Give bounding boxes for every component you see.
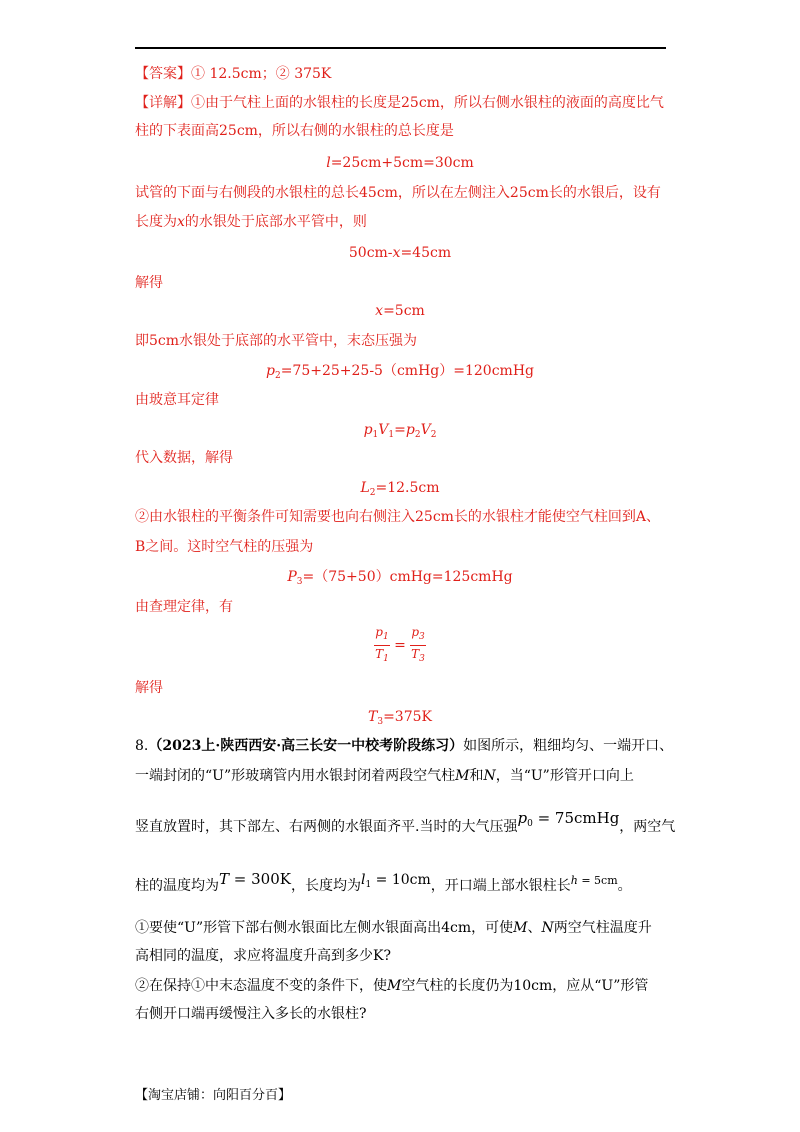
text: 两空气柱温度升 [553, 920, 652, 936]
sub: 1 [382, 632, 389, 642]
eq-text: =12.5cm [375, 480, 440, 496]
var-p: P [287, 569, 297, 585]
text: 柱的温度均为 [135, 878, 219, 894]
eq-text: =45cm [400, 245, 452, 261]
sub: 1 [365, 880, 372, 890]
sub: 3 [419, 632, 425, 642]
question-line-7 [135, 976, 648, 996]
p0-formula [517, 809, 619, 827]
eq-text: =5cm [383, 303, 425, 319]
var-v: V [378, 422, 389, 438]
question-line-8: 右侧开口端再缓慢注入多长的水银柱? [135, 1006, 367, 1022]
value: = 75cmHg [532, 809, 620, 827]
text: 的水银处于底部水平管中，则 [184, 214, 367, 230]
question-source: （2023上·陕西西安·高三长安一中校考阶段练习） [148, 738, 464, 754]
sub: 3 [377, 717, 384, 727]
value: = 5cm [577, 874, 618, 887]
detail-text: ①由于气柱上面的水银柱的长度是25cm，所以右侧水银柱的液面的高度比气 [191, 95, 664, 111]
sub: 1 [383, 654, 389, 664]
var-l: l [360, 872, 366, 888]
equation-2 [0, 243, 800, 263]
var-t: T [375, 647, 384, 661]
top-rule [135, 47, 666, 49]
eq-sign: = [394, 637, 406, 654]
question-line-6: 高相同的温度，求应将温度升高到多少K? [135, 948, 391, 964]
t-formula [219, 870, 291, 888]
var-x: x [375, 303, 384, 319]
var-p: p [405, 422, 415, 438]
l1-formula [361, 872, 431, 888]
detail-line-10: 由查理定律，有 [135, 599, 233, 615]
solve-label-1: 解得 [135, 275, 163, 291]
var-t: T [219, 870, 230, 888]
text: ，开口端上部水银柱长 [430, 878, 571, 894]
eq-text: =（75+50）cmHg=125cmHg [302, 569, 513, 585]
equation-fraction [0, 624, 800, 667]
detail-line-8: ②由水银柱的平衡条件可知需要也向右侧注入25cm长的水银柱才能使空气柱回到A、 [135, 509, 661, 525]
text: ①要使“U”形管下部右侧水银面比左侧水银面高出4cm，可使 [135, 920, 514, 936]
var-n: N [483, 768, 496, 784]
h-formula [571, 874, 618, 887]
text: 。 [617, 878, 632, 894]
detail-line-4 [135, 212, 367, 232]
sub: 3 [419, 654, 425, 664]
var-n: N [541, 920, 554, 936]
question-number: 8. [135, 738, 149, 754]
detail-line-9: B之间。这时空气柱的压强为 [135, 539, 314, 555]
var-h: h [570, 874, 578, 887]
value: = 300K [229, 870, 291, 888]
text: ，两空气 [619, 819, 676, 835]
question-line-2 [135, 766, 634, 786]
sub: 1 [388, 430, 395, 440]
text: 和 [469, 768, 484, 784]
answer-tag: 【答案】 [135, 66, 191, 82]
equation-5 [0, 420, 800, 445]
equation-3 [0, 301, 800, 321]
sub: 2 [430, 430, 437, 440]
sub: 2 [414, 430, 421, 440]
footer-shop: 【淘宝店铺：向阳百分百】 [135, 1088, 292, 1103]
value: = 10cm [371, 872, 431, 888]
fraction-left [374, 624, 389, 667]
var-l: L [360, 480, 370, 496]
var-v: V [420, 422, 431, 438]
text: ②在保持①中末态温度不变的条件下，使 [135, 978, 387, 994]
text: 一端封闭的“U”形玻璃管内用水银封闭着两段空气柱 [135, 768, 456, 784]
equation-7 [0, 567, 800, 592]
detail-line-7: 代入数据，解得 [135, 450, 233, 466]
eq-text: 50cm- [348, 245, 393, 261]
fraction-right [410, 624, 425, 667]
detail-line-6: 由玻意耳定律 [135, 392, 219, 408]
var-x: x [392, 245, 401, 261]
answer-line [135, 64, 331, 84]
equation-4 [0, 361, 800, 386]
text: 空气柱的长度仍为10cm，应从“U”形管 [401, 978, 649, 994]
text: ，当“U”形管开口向上 [495, 768, 634, 784]
equation-1 [0, 153, 800, 173]
var-p: p [517, 809, 528, 827]
question-line-5 [135, 918, 652, 938]
var-p: p [411, 625, 419, 639]
eq-text: =25cm+5cm=30cm [330, 155, 474, 171]
sub: 2 [274, 371, 281, 381]
detail-line-2: 柱的下表面高25cm，所以右侧的水银柱的总长度是 [135, 123, 454, 139]
sub: 3 [296, 577, 303, 587]
var-p: p [375, 625, 383, 639]
var-t: T [368, 709, 378, 725]
equation-8 [0, 707, 800, 732]
var-m: M [513, 920, 528, 936]
detail-line-3: 试管的下面与右侧段的水银柱的总长45cm，所以在左侧注入25cm长的水银后，设有 [135, 185, 661, 201]
sub: 0 [527, 819, 533, 829]
equation-6 [0, 478, 800, 503]
var-m: M [387, 978, 402, 994]
text: ，长度均为 [290, 878, 361, 894]
text: 、 [527, 920, 542, 936]
eq-text: =75+25+25-5（cmHg）=120cmHg [280, 363, 534, 379]
question-line-1 [135, 736, 673, 756]
var-x: x [177, 214, 185, 230]
question-line-4 [135, 870, 632, 901]
var-t: T [411, 647, 420, 661]
var-m: M [455, 768, 470, 784]
sub: 2 [369, 488, 376, 498]
var-l: l [326, 155, 331, 171]
var-p: p [363, 422, 373, 438]
detail-line-5: 即5cm水银处于底部的水平管中，末态压强为 [135, 333, 418, 349]
solve-label-2: 解得 [135, 680, 163, 696]
text: 长度为 [135, 214, 177, 230]
var-p: p [265, 363, 275, 379]
text: 竖直放置时，其下部左、右两侧的水银面齐平.当时的大气压强 [135, 819, 518, 835]
answer-text: ① 12.5cm；② 375K [191, 66, 332, 82]
text: 如图所示，粗细均匀、一端开口、 [463, 738, 674, 754]
question-line-3 [135, 809, 676, 842]
sub: 1 [372, 430, 379, 440]
eq-text: =375K [383, 709, 432, 725]
detail-tag: 【详解】 [135, 95, 191, 111]
eq-sign: = [394, 422, 406, 438]
detail-line-1 [135, 93, 664, 113]
